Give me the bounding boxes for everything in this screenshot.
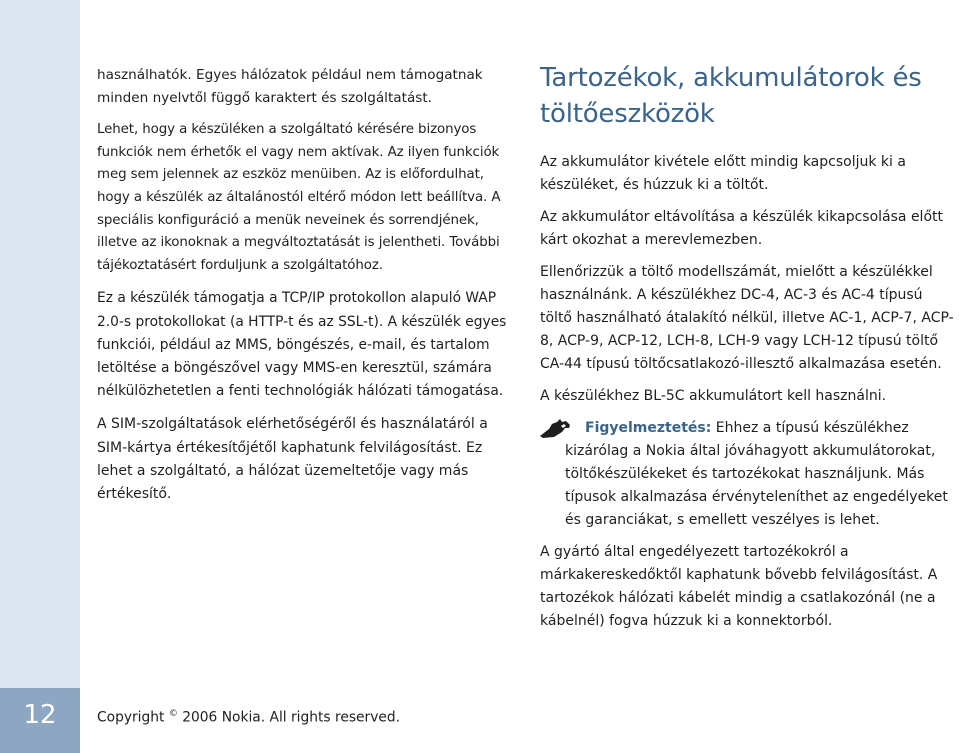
- page-sidebar: [0, 0, 80, 753]
- left-column: [97, 64, 515, 506]
- footer-copyright: [97, 704, 400, 728]
- copyright-text: 2006 Nokia. All rights reserved.: [182, 709, 400, 726]
- warning-hand-icon: [540, 418, 578, 438]
- section-heading: Tartozékok, akkumulátorok és töltőeszközök: [540, 63, 922, 129]
- left-paragraph-4: A SIM-szolgáltatások elérhetőségéről és használatáról a SIM-kártya értékesítőjétől kaphatunk felvilágosítást. Ez lehet a szolgáltató, a hálózat üzemeltetője vagy más értékesítő.: [97, 416, 488, 502]
- right-paragraph-5: A gyártó által engedélyezett tartozékokról a márkakereskedőktől kaphatunk bővebb felvilágosítást. A tartozékok hálózati kábelét mindig a csatlakozónál (ne a kábelnél) fogva húzzuk ki a konnektorból.: [540, 544, 938, 629]
- right-paragraph-3: Ellenőrizzük a töltő modellszámát, mielőtt a készülékkel használnánk. A készülékhez DC-4, AC-3 és AC-4 típusú töltő használható átalakító nélkül, illetve AC-1, ACP-7, ACP-8, ACP-9, ACP-12, LCH-8, LCH-9 vagy LCH-12 típusú töltő CA-44 típusú töltőcsatlakozó-illesztő alkalmazása esetén.: [540, 264, 954, 372]
- copyright-symbol: ©: [168, 709, 178, 719]
- warning-text: Ehhez a típusú készülékhez kizárólag a Nokia által jóváhagyott akkumulátorokat, töltőkészülékeket és tartozékokat használjunk. Más típusok alkalmazása érvényteleníthet az engedélyeket és garanciákat, s emellett veszélyes is lehet.: [565, 420, 948, 528]
- warning-label: Figyelmeztetés:: [585, 420, 712, 436]
- right-column: [540, 60, 958, 642]
- warning-box: [540, 417, 958, 532]
- left-paragraph-2: Lehet, hogy a készüléken a szolgáltató kérésére bizonyos funkciók nem érhetők el vagy nem aktívak. Az ilyen funkciók meg sem jelennek az eszköz menüiben. Az is előfordulhat, hogy a készülék az általánostól eltérő módon lett beállítva. A speciális konfiguráció a menük neveinek és sorrendjének, illetve az ikonoknak a megváltoztatását is jelentheti. További tájékoztatásért forduljunk a szolgáltatóhoz.: [97, 122, 501, 273]
- page-number: 12: [23, 700, 57, 730]
- right-paragraph-2: Az akkumulátor eltávolítása a készülék kikapcsolása előtt kárt okozhat a merevlemezben.: [540, 209, 943, 248]
- left-paragraph-3: Ez a készülék támogatja a TCP/IP protokollon alapuló WAP 2.0-s protokollokat (a HTTP-t és az SSL-t). A készülék egyes funkciói, például az MMS, böngészés, e-mail, és tartalom letöltése a böngészővel vagy MMS-en keresztül, számára nélkülözhetetlen a fenti technológiák hálózati támogatása.: [97, 290, 507, 400]
- right-paragraph-1: Az akkumulátor kivétele előtt mindig kapcsoljuk ki a készüléket, és húzzuk ki a töltőt.: [540, 154, 906, 193]
- right-paragraph-4: A készülékhez BL-5C akkumulátort kell használni.: [540, 388, 887, 404]
- copyright-word: Copyright: [97, 709, 165, 726]
- left-paragraph-1: használhatók. Egyes hálózatok például nem támogatnak minden nyelvtől függő karaktert és szolgáltatást.: [97, 67, 483, 106]
